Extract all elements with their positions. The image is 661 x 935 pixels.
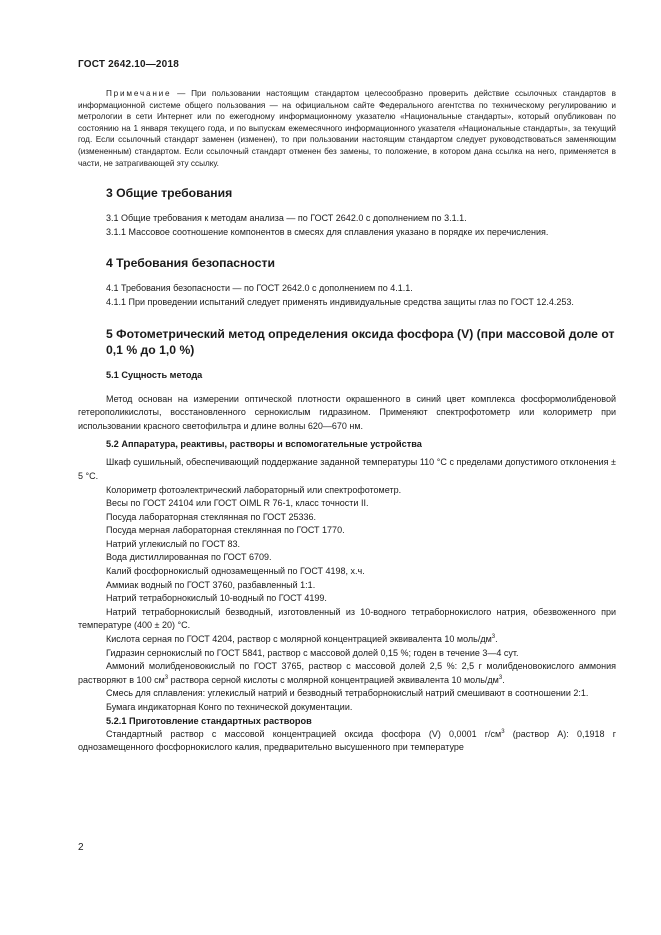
document-body bbox=[78, 88, 616, 755]
section-3-1-1: 3.1.1 Массовое соотношение компонентов в смесях для сплавления указано в порядке их перечисления. bbox=[106, 226, 549, 237]
section-5-2-1-title: 5.2.1 Приготовление стандартных растворов bbox=[106, 715, 312, 726]
fusion-mixture-item: Смесь для сплавления: углекислый натрий и безводный тетраборнокислый натрий смешивают в соотношении 2:1. bbox=[106, 688, 589, 699]
section-4-1-1: 4.1.1 При проведении испытаний следует применять индивидуальные средства защиты глаз по ГОСТ 12.4.253. bbox=[106, 296, 574, 307]
reference-note bbox=[78, 88, 616, 169]
note-text: — При пользовании настоящим стандартом целесообразно проверить действие ссылочных стандартов в информационной системе общего пользования — на официальном сайте Федерального агентства по техническому регулированию и метрологии в сети Интернет или по ежегодному информационному указателю «Национальные стандарты», который опубликован по состоянию на 1 января текущего года, и по выпускам ежемесячного информационного указателя «Национальные стандарты», за текущий год. Если ссылочный стандарт заменен (изменен), то при пользовании настоящим стандартом следует руководствоваться заменяющим (измененным) стандартом. Если ссылочный стандарт отменен без замены, то положение, в котором дана ссылка на него, применяется в части, не затрагивающей эту ссылку. bbox=[78, 89, 616, 168]
reagent-item: Вода дистиллированная по ГОСТ 6709. bbox=[106, 552, 272, 563]
reagent-item: Аммиак водный по ГОСТ 3760, разбавленный 1:1. bbox=[106, 579, 316, 590]
congo-paper-item: Бумага индикаторная Конго по технической документации. bbox=[106, 702, 353, 712]
section-5-2-title: 5.2 Аппаратура, реактивы, растворы и вспомогательные устройства bbox=[106, 439, 422, 450]
standard-solution-text: Стандартный раствор с массовой концентрацией оксида фосфора (V) 0,0001 $г/см^3$ (раствор А): 0,1918 г однозамещенного фосфорнокислого калия, предварительно высушенного при температуре bbox=[78, 728, 616, 753]
reagent-item: Натрий тетраборнокислый безводный, изготовленный из 10-водного тетраборнокислого натрия, обезвоженного при температуре (400 ± 20) °С. bbox=[78, 606, 616, 631]
equipment-item: Шкаф сушильный, обеспечивающий поддержание заданной температуры 110 °С с пределами допустимого отклонения ± 5 °С. bbox=[78, 457, 616, 481]
note-label: Примечание bbox=[106, 89, 172, 98]
section-3-1: 3.1 Общие требования к методам анализа — по ГОСТ 2642.0 с дополнением по 3.1.1. bbox=[106, 213, 467, 224]
section-3-title: 3 Общие требования bbox=[106, 186, 233, 201]
reagent-item: Натрий углекислый по ГОСТ 83. bbox=[106, 538, 241, 549]
section-4-title: 4 Требования безопасности bbox=[106, 256, 275, 271]
equipment-item: Весы по ГОСТ 24104 или ГОСТ OIML R 76-1, класс точности II. bbox=[106, 498, 369, 509]
section-5-title: 5 Фотометрический метод определения оксида фосфора (V) (при массовой доле от 0,1 % до 1,0 %) bbox=[106, 326, 615, 357]
section-5-1-title: 5.1 Сущность метода bbox=[106, 369, 203, 380]
equipment-item: Посуда мерная лабораторная стеклянная по ГОСТ 1770. bbox=[106, 525, 345, 536]
section-4-1: 4.1 Требования безопасности — по ГОСТ 2642.0 с дополнением по 4.1.1. bbox=[106, 283, 413, 294]
page-number: 2 bbox=[78, 842, 84, 853]
document-header: ГОСТ 2642.10—2018 bbox=[78, 59, 179, 70]
section-5-1-text: Метод основан на измерении оптической плотности окрашенного в синий цвет комплекса фосформолибденовой гетерополикислоты, восстановленного сернокислым гидразином. Применяют спектрофотометр или колориметр при использовании красного светофильтра и длине волны 620—670 нм. bbox=[78, 393, 616, 431]
equipment-item: Посуда лабораторная стеклянная по ГОСТ 25336. bbox=[106, 511, 317, 522]
hydrazine-item: Гидразин сернокислый по ГОСТ 5841, раствор с массовой долей 0,15 %; годен в течение 3—4 сут. bbox=[106, 647, 519, 658]
reagent-item: Калий фосфорнокислый однозамещенный по ГОСТ 4198, х.ч. bbox=[106, 566, 365, 577]
reagent-item: Натрий тетраборнокислый 10-водный по ГОСТ 4199. bbox=[106, 593, 327, 604]
equipment-item: Колориметр фотоэлектрический лабораторный или спектрофотометр. bbox=[106, 484, 402, 495]
sulfuric-acid-item: Кислота серная по ГОСТ 4204, раствор с молярной концентрацией эквивалента 10 моль/$дм^3$. bbox=[106, 634, 498, 645]
ammonium-molybdate-item: Аммоний молибденовокислый по ГОСТ 3765, раствор с массовой долей 2,5 %: 2,5 г молибденовокислого аммония растворяют в 100 $см^3$ раствора серной кислоты с молярной концентрацией эквивалента 10 моль/$дм^3$. bbox=[78, 661, 616, 685]
